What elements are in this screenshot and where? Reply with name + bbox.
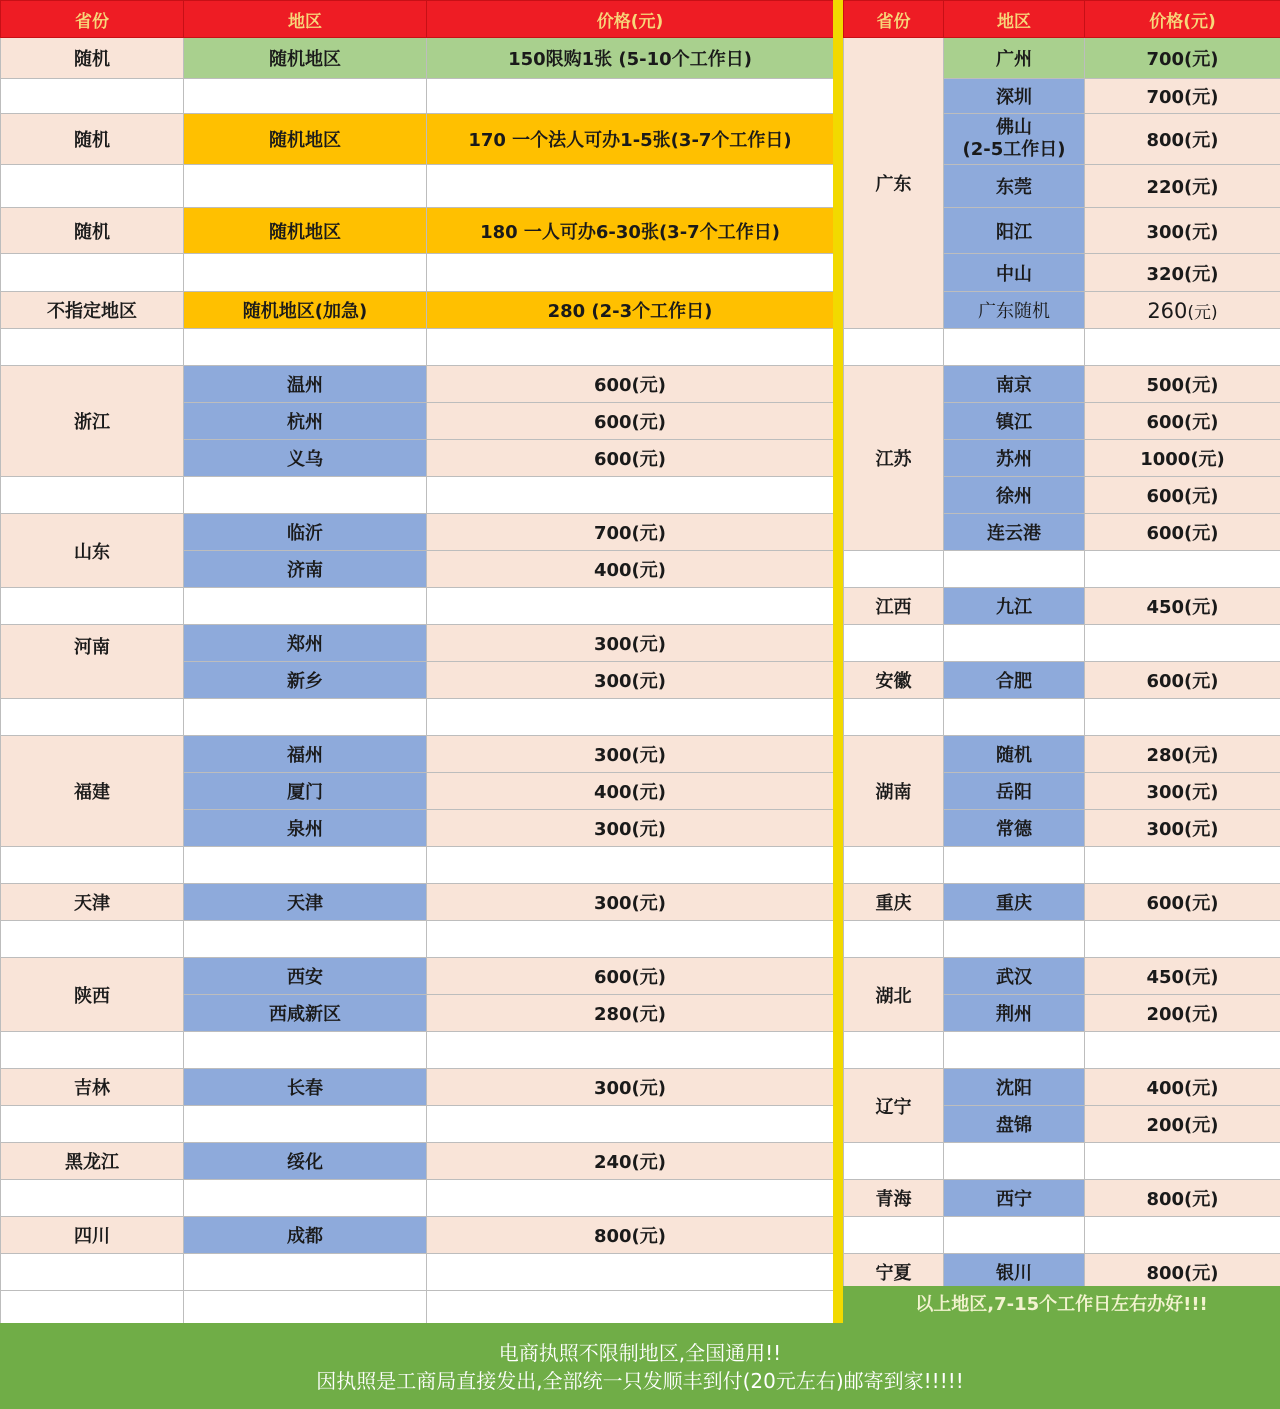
region-cell: 西宁: [944, 1180, 1085, 1217]
spacer-row: [844, 1032, 1280, 1069]
region-cell: 济南: [184, 551, 427, 588]
region-cell: 重庆: [944, 884, 1085, 921]
price-cell: 600(元): [1085, 403, 1280, 440]
table-row: [1, 208, 834, 254]
header-region: 地区: [944, 1, 1085, 38]
price-cell: 400(元): [427, 773, 834, 810]
region-cell: 合肥: [944, 662, 1085, 699]
region-cell: 成都: [184, 1217, 427, 1254]
spacer-row: [1, 699, 834, 736]
region-cell: 常德: [944, 810, 1085, 847]
price-cell: 200(元): [1085, 995, 1280, 1032]
region-cell: 新乡: [184, 662, 427, 699]
price-cell: 320(元): [1085, 254, 1280, 292]
region-cell: 武汉: [944, 958, 1085, 995]
price-unit: (元): [1187, 302, 1218, 323]
spacer-row: [1, 921, 834, 958]
header-province: 省份: [844, 1, 944, 38]
price-cell: 400(元): [427, 551, 834, 588]
price-cell: 300(元): [427, 625, 834, 662]
region-cell: 临沂: [184, 514, 427, 551]
price-cell: 300(元): [1085, 773, 1280, 810]
table-row: [1, 366, 834, 403]
table-row: [844, 1180, 1280, 1217]
column-divider: [833, 0, 843, 1323]
table-row: [844, 736, 1280, 773]
spacer-row: [1, 1106, 834, 1143]
region-cell: 厦门: [184, 773, 427, 810]
header-region: 地区: [184, 1, 427, 38]
table-row: [1, 958, 834, 995]
province-cell: 河南: [1, 625, 184, 699]
price-cell: 600(元): [427, 958, 834, 995]
region-cell: 南京: [944, 366, 1085, 403]
province-cell: 广东: [844, 38, 944, 329]
region-cell: 天津: [184, 884, 427, 921]
price-cell: 150限购1张 (5-10个工作日): [427, 38, 834, 79]
province-cell: 福建: [1, 736, 184, 847]
price-cell: 600(元): [1085, 477, 1280, 514]
spacer-row: [844, 1217, 1280, 1254]
header-province: 省份: [1, 1, 184, 38]
spacer-row: [1, 1180, 834, 1217]
region-cell: 长春: [184, 1069, 427, 1106]
province-cell: 湖南: [844, 736, 944, 847]
table-row: [1, 114, 834, 165]
province-cell: 重庆: [844, 884, 944, 921]
region-cell: 西咸新区: [184, 995, 427, 1032]
price-cell: 170 一个法人可办1-5张(3-7个工作日): [427, 114, 834, 165]
spacer-row: [1, 165, 834, 208]
price-cell: 240(元): [427, 1143, 834, 1180]
province-cell: 安徽: [844, 662, 944, 699]
price-cell: 300(元): [1085, 810, 1280, 847]
price-cell: 300(元): [427, 736, 834, 773]
price-cell: 400(元): [1085, 1069, 1280, 1106]
price-cell: 800(元): [427, 1217, 834, 1254]
table-row: [1, 736, 834, 773]
price-cell: 600(元): [1085, 662, 1280, 699]
price-cell: 800(元): [1085, 114, 1280, 165]
province-cell: 不指定地区: [1, 292, 184, 329]
spacer-row: [1, 1254, 834, 1291]
price-cell: 600(元): [427, 440, 834, 477]
province-cell: 湖北: [844, 958, 944, 1032]
region-cell: 广州: [944, 38, 1085, 79]
price-cell: 280 (2-3个工作日): [427, 292, 834, 329]
price-cell: 300(元): [1085, 208, 1280, 254]
price-cell: 200(元): [1085, 1106, 1280, 1143]
price-cell: 800(元): [1085, 1180, 1280, 1217]
region-cell: 义乌: [184, 440, 427, 477]
region-note: (2-5工作日): [962, 139, 1066, 160]
table-row: [1, 1069, 834, 1106]
region-cell: 杭州: [184, 403, 427, 440]
price-cell: 300(元): [427, 884, 834, 921]
table-row: [844, 958, 1280, 995]
region-cell: 福州: [184, 736, 427, 773]
table-row: [844, 1069, 1280, 1106]
region-cell: [944, 114, 1085, 165]
table-row: [1, 884, 834, 921]
region-name: 佛山: [996, 117, 1032, 138]
province-cell: 吉林: [1, 1069, 184, 1106]
province-cell: 陕西: [1, 958, 184, 1032]
table-row: [1, 1143, 834, 1180]
spacer-row: [844, 551, 1280, 588]
processing-time-note: 以上地区,7-15个工作日左右办好!!!: [843, 1286, 1280, 1323]
spacer-row: [1, 477, 834, 514]
table-header-row: [1, 1, 834, 38]
price-cell: 300(元): [427, 1069, 834, 1106]
spacer-row: [844, 699, 1280, 736]
spacer-row: [1, 79, 834, 114]
table-row: [844, 1254, 1280, 1291]
region-cell: 沈阳: [944, 1069, 1085, 1106]
region-cell: 绥化: [184, 1143, 427, 1180]
region-cell: 随机地区: [184, 38, 427, 79]
price-cell: 450(元): [1085, 958, 1280, 995]
right-price-table: [843, 0, 1280, 1291]
footer-line-2: 因执照是工商局直接发出,全部统一只发顺丰到付(20元左右)邮寄到家!!!!!: [316, 1369, 964, 1393]
table-row: [1, 38, 834, 79]
spacer-row: [1, 588, 834, 625]
header-price: 价格(元): [1085, 1, 1280, 38]
header-price: 价格(元): [427, 1, 834, 38]
price-cell: 280(元): [1085, 736, 1280, 773]
price-cell: 280(元): [427, 995, 834, 1032]
price-cell: 700(元): [427, 514, 834, 551]
province-cell: 随机: [1, 208, 184, 254]
spacer-row: [1, 254, 834, 292]
region-cell: 广东随机: [944, 292, 1085, 329]
price-cell: 1000(元): [1085, 440, 1280, 477]
spacer-row: [1, 1291, 834, 1328]
province-cell: 随机: [1, 114, 184, 165]
spacer-row: [1, 847, 834, 884]
province-cell: 随机: [1, 38, 184, 79]
province-cell: 江西: [844, 588, 944, 625]
table-row: [844, 38, 1280, 79]
footer-line-1: 电商执照不限制地区,全国通用!!: [498, 1341, 782, 1365]
price-cell: 800(元): [1085, 1254, 1280, 1291]
region-cell: 岳阳: [944, 773, 1085, 810]
price-cell: 600(元): [1085, 514, 1280, 551]
region-cell: 随机地区: [184, 208, 427, 254]
region-cell: 中山: [944, 254, 1085, 292]
price-cell: 600(元): [427, 366, 834, 403]
region-cell: 连云港: [944, 514, 1085, 551]
price-cell: 500(元): [1085, 366, 1280, 403]
province-cell: 山东: [1, 514, 184, 588]
region-cell: 随机地区: [184, 114, 427, 165]
province-cell: 浙江: [1, 366, 184, 477]
province-cell: 四川: [1, 1217, 184, 1254]
table-row: [1, 514, 834, 551]
region-cell: 镇江: [944, 403, 1085, 440]
region-cell: 泉州: [184, 810, 427, 847]
province-cell: 黑龙江: [1, 1143, 184, 1180]
price-cell: 600(元): [427, 403, 834, 440]
price-cell: 600(元): [1085, 884, 1280, 921]
price-cell: 220(元): [1085, 165, 1280, 208]
price-cell: 700(元): [1085, 79, 1280, 114]
price-cell: [1085, 292, 1280, 329]
region-cell: 九江: [944, 588, 1085, 625]
spacer-row: [844, 1143, 1280, 1180]
table-row: [1, 292, 834, 329]
region-cell: 银川: [944, 1254, 1085, 1291]
spacer-row: [844, 625, 1280, 662]
region-cell: 随机: [944, 736, 1085, 773]
region-cell: 深圳: [944, 79, 1085, 114]
region-cell: 随机地区(加急): [184, 292, 427, 329]
province-cell: 天津: [1, 884, 184, 921]
price-cell: 180 一人可办6-30张(3-7个工作日): [427, 208, 834, 254]
spacer-row: [844, 847, 1280, 884]
price-cell: 700(元): [1085, 38, 1280, 79]
table-row: [844, 662, 1280, 699]
spacer-row: [844, 921, 1280, 958]
region-cell: 郑州: [184, 625, 427, 662]
province-cell: 青海: [844, 1180, 944, 1217]
spacer-row: [1, 329, 834, 366]
table-header-row: [844, 1, 1280, 38]
table-row: [1, 625, 834, 662]
region-cell: 荆州: [944, 995, 1085, 1032]
spacer-row: [1, 1032, 834, 1069]
price-value: 260: [1147, 298, 1188, 323]
footer-notice: [0, 1323, 1280, 1409]
table-row: [844, 884, 1280, 921]
table-row: [844, 588, 1280, 625]
table-row: [1, 1217, 834, 1254]
region-cell: 温州: [184, 366, 427, 403]
price-cell: 300(元): [427, 810, 834, 847]
price-cell: 300(元): [427, 662, 834, 699]
province-cell: 宁夏: [844, 1254, 944, 1291]
region-cell: 盘锦: [944, 1106, 1085, 1143]
region-cell: 东莞: [944, 165, 1085, 208]
table-row: [844, 366, 1280, 403]
province-cell: 辽宁: [844, 1069, 944, 1143]
price-cell: 450(元): [1085, 588, 1280, 625]
region-cell: 西安: [184, 958, 427, 995]
region-cell: 苏州: [944, 440, 1085, 477]
region-cell: 阳江: [944, 208, 1085, 254]
province-cell: 江苏: [844, 366, 944, 551]
spacer-row: [844, 329, 1280, 366]
region-cell: 徐州: [944, 477, 1085, 514]
